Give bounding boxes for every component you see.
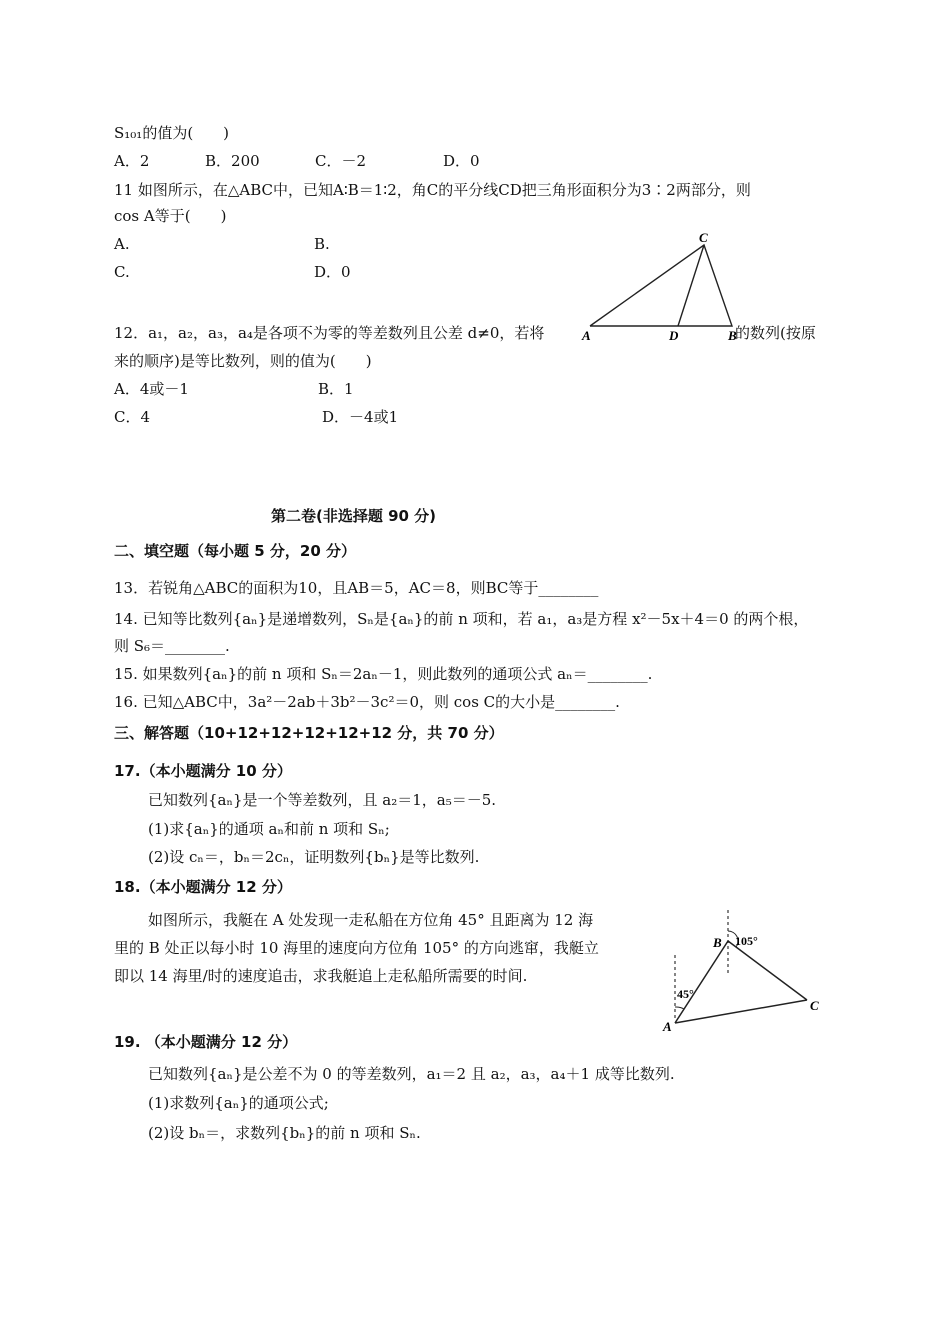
- vertex-b-label: B: [728, 328, 737, 343]
- q17-text-line3: (2)设 cₙ＝，bₙ＝2cₙ，证明数列{bₙ}是等比数列.: [148, 848, 480, 866]
- section2-heading: 二、填空题（每小题 5 分，20 分）: [114, 542, 356, 560]
- q12-option-a: A．4或－1: [114, 380, 189, 398]
- section3-heading: 三、解答题（10+12+12+12+12+12 分，共 70 分）: [114, 724, 504, 742]
- q10-tail: S₁₀₁的值为( ): [114, 124, 230, 142]
- q16-text: 16. 已知△ABC中，3a²－2ab＋3b²－3c²＝0，则 cos C的大小是________.: [114, 693, 620, 711]
- q10-option-d: D．0: [443, 152, 480, 170]
- q12-option-d: D．－4或1: [322, 408, 399, 426]
- pursuit-figure: [655, 905, 830, 1040]
- q17-text-line1: 已知数列{aₙ}是一个等差数列，且 a₂＝1，a₅＝－5.: [148, 791, 497, 809]
- q18-text-line1: 如图所示，我艇在 A 处发现一走私船在方位角 45° 且距离为 12 海: [148, 911, 594, 929]
- q11-option-b: B.: [314, 235, 330, 253]
- q11-text-line2: cos A等于( ): [114, 207, 227, 225]
- q15-text: 15. 如果数列{aₙ}的前 n 项和 Sₙ＝2aₙ－1，则此数列的通项公式 aₙ＝________.: [114, 665, 653, 683]
- q19-text-line2: (1)求数列{aₙ}的通项公式;: [148, 1094, 329, 1112]
- point-c-label: C: [810, 998, 819, 1013]
- q17-text-line2: (1)求{aₙ}的通项 aₙ和前 n 项和 Sₙ;: [148, 820, 390, 838]
- q10-option-a: A．2: [114, 152, 150, 170]
- q10-option-b: B．200: [205, 152, 260, 170]
- part2-title: 第二卷(非选择题 90 分): [271, 507, 437, 525]
- q18-text-line3: 即以 14 海里/时的速度追击，求我艇追上走私船所需要的时间.: [114, 967, 528, 985]
- vertex-c-label: C: [699, 230, 708, 245]
- point-d-label: D: [669, 328, 679, 343]
- q14-text-line1: 14. 已知等比数列{aₙ}是递增数列，Sₙ是{aₙ}的前 n 项和，若 a₁，a₃是方程 x²－5x＋4＝0 的两个根，: [114, 610, 809, 628]
- q11-option-d: D．0: [314, 263, 351, 281]
- q13-text: 13．若锐角△ABC的面积为10，且AB＝5，AC＝8，则BC等于________: [114, 579, 599, 597]
- q12-text-line1-right: 的数列(按原: [735, 324, 816, 342]
- q11-option-c: C.: [114, 263, 130, 281]
- q18-text-line2: 里的 B 处正以每小时 10 海里的速度向方位角 105° 的方向逃窜，我艇立: [114, 939, 599, 957]
- q14-text-line2: 则 S₆＝________.: [114, 637, 230, 655]
- q19-text-line1: 已知数列{aₙ}是公差不为 0 的等差数列，a₁＝2 且 a₂，a₃，a₄＋1 成等比数列.: [148, 1065, 675, 1083]
- q12-option-c: C．4: [114, 408, 151, 426]
- vertex-a-label: A: [582, 328, 591, 343]
- angle-45-label: 45°: [677, 987, 694, 1001]
- q12-text-line1-left: 12．a₁，a₂，a₃，a₄是各项不为零的等差数列且公差 d≠0，若将: [114, 324, 545, 342]
- q18-heading: 18.（本小题满分 12 分）: [114, 878, 292, 896]
- q11-text-line1: 11 如图所示，在△ABC中，已知A∶B＝1∶2，角C的平分线CD把三角形面积分为3∶2两部分，则: [114, 181, 751, 199]
- triangle-abc-figure: [580, 230, 750, 345]
- q10-option-c: C．－2: [315, 152, 367, 170]
- q19-heading: 19. （本小题满分 12 分）: [114, 1033, 298, 1051]
- q12-option-b: B．1: [318, 380, 354, 398]
- q17-heading: 17.（本小题满分 10 分）: [114, 762, 292, 780]
- q11-option-a: A.: [114, 235, 130, 253]
- ship-b-label: B: [713, 935, 722, 950]
- q19-text-line3: (2)设 bₙ＝，求数列{bₙ}的前 n 项和 Sₙ.: [148, 1124, 421, 1142]
- angle-105-label: 105°: [735, 934, 758, 948]
- q12-text-line2: 来的顺序)是等比数列，则的值为( ): [114, 352, 372, 370]
- ship-a-label: A: [663, 1019, 672, 1034]
